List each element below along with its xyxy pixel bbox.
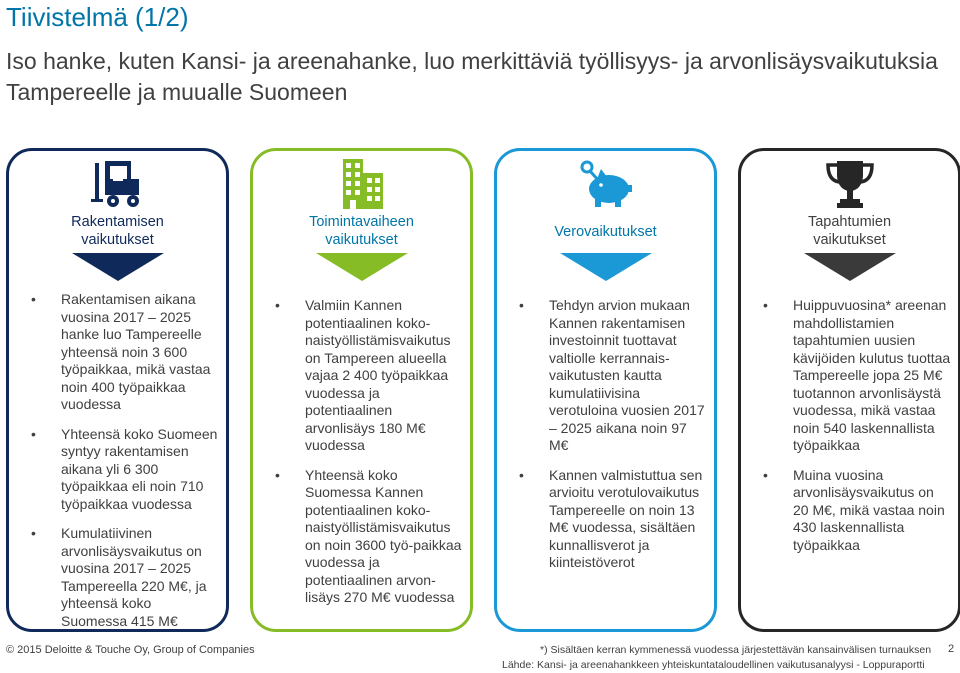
page-title: Tiivistelmä (1/2) xyxy=(6,2,189,32)
list-item: • Muina vuosina arvonlisäysvaikutus on 20 M€, mikä vastaa noin 430 laskennallista työpaikkaa xyxy=(757,467,952,555)
list-item: • Yhteensä koko Suomeen syntyy rakentamisen aikana yli 6 300 työpaikkaa eli noin 710 työpaikkaa vuodessa xyxy=(25,426,220,514)
chevron-down-icon xyxy=(804,253,896,281)
building-icon xyxy=(335,159,389,209)
bullet-list xyxy=(757,297,952,566)
list-item: • Kumulatiivinen arvonlisäysvaikutus on vuosina 2017 – 2025 Tampereella 220 M€, ja yhteensä koko Suomessa 415 M€ xyxy=(25,525,220,630)
list-item: • Valmiin Kannen potentiaalinen koko-naistyöllistämisvaikutus on Tampereen alueella vajaa 2 400 työpaikkaa vuodessa ja potentiaalinen arvonlisäys 180 M€ vuodessa xyxy=(269,297,464,455)
column-heading: Rakentamisen vaikutukset xyxy=(71,214,164,248)
bullet-list xyxy=(513,297,708,584)
list-item: • Huippuvuosina* areenan mahdollistamien tapahtumien uusien kävijöiden kulutus tuottaa Tampereelle jopa 25 M€ tuotannon arvonlisäystä vuodessa, mikä vastaa noin 540 laskennallista työpaikkaa xyxy=(757,297,952,455)
bullet-list xyxy=(269,297,464,619)
bullet-list xyxy=(25,291,220,642)
column-operation xyxy=(250,148,473,632)
list-item: • Tehdyn arvion mukaan Kannen rakentamisen investoinnit tuottavat valtiolle kerrannais-vaikutusten kautta kumulatiivisina verotuloina vuosien 2017 – 2025 aikana noin 97 M€ xyxy=(513,297,708,455)
footnote: *) Sisältäen kerran kymmenessä vuodessa järjestettävän kansainvälisen turnauksen xyxy=(540,644,932,656)
chevron-down-icon xyxy=(316,253,408,281)
trophy-icon xyxy=(823,159,877,209)
chevron-down-icon xyxy=(72,253,164,281)
piggy-bank-icon xyxy=(579,159,633,209)
page-subtitle: Iso hanke, kuten Kansi- ja areenahanke, luo merkittäviä työllisyys- ja arvonlisäysvaikutuksia Tampereelle ja muualle Suomeen xyxy=(6,48,938,105)
page-number: 2 xyxy=(948,643,955,655)
column-tax xyxy=(494,148,717,632)
copyright: © 2015 Deloitte & Touche Oy, Group of Companies xyxy=(6,644,255,656)
column-construction xyxy=(6,148,229,632)
column-events xyxy=(738,148,960,632)
chevron-down-icon xyxy=(560,253,652,281)
column-heading: Tapahtumien vaikutukset xyxy=(807,214,892,248)
list-item: • Kannen valmistuttua sen arvioitu verotulovaikutus Tampereelle on noin 13 M€ vuodessa, sisältäen kunnallisverot ja kiinteistöverot xyxy=(513,467,708,572)
column-heading: Verovaikutukset xyxy=(554,224,657,240)
column-heading: Toimintavaiheen vaikutukset xyxy=(309,214,414,248)
list-item: • Rakentamisen aikana vuosina 2017 – 2025 hanke luo Tampereelle yhteensä noin 3 600 työpaikkaa, mikä vastaa noin 400 työpaikkaa vuodessa xyxy=(25,291,220,414)
source-note: Lähde: Kansi- ja areenahankkeen yhteiskuntataloudellinen vaikutusanalyysi - Loppuraportti xyxy=(502,659,925,671)
list-item: • Yhteensä koko Suomessa Kannen potentiaalinen koko-naistyöllistämisvaikutus on noin 3600 työ-paikkaa vuodessa ja potentiaalinen arvon-lisäys 270 M€ vuodessa xyxy=(269,467,464,607)
forklift-icon xyxy=(91,159,145,209)
